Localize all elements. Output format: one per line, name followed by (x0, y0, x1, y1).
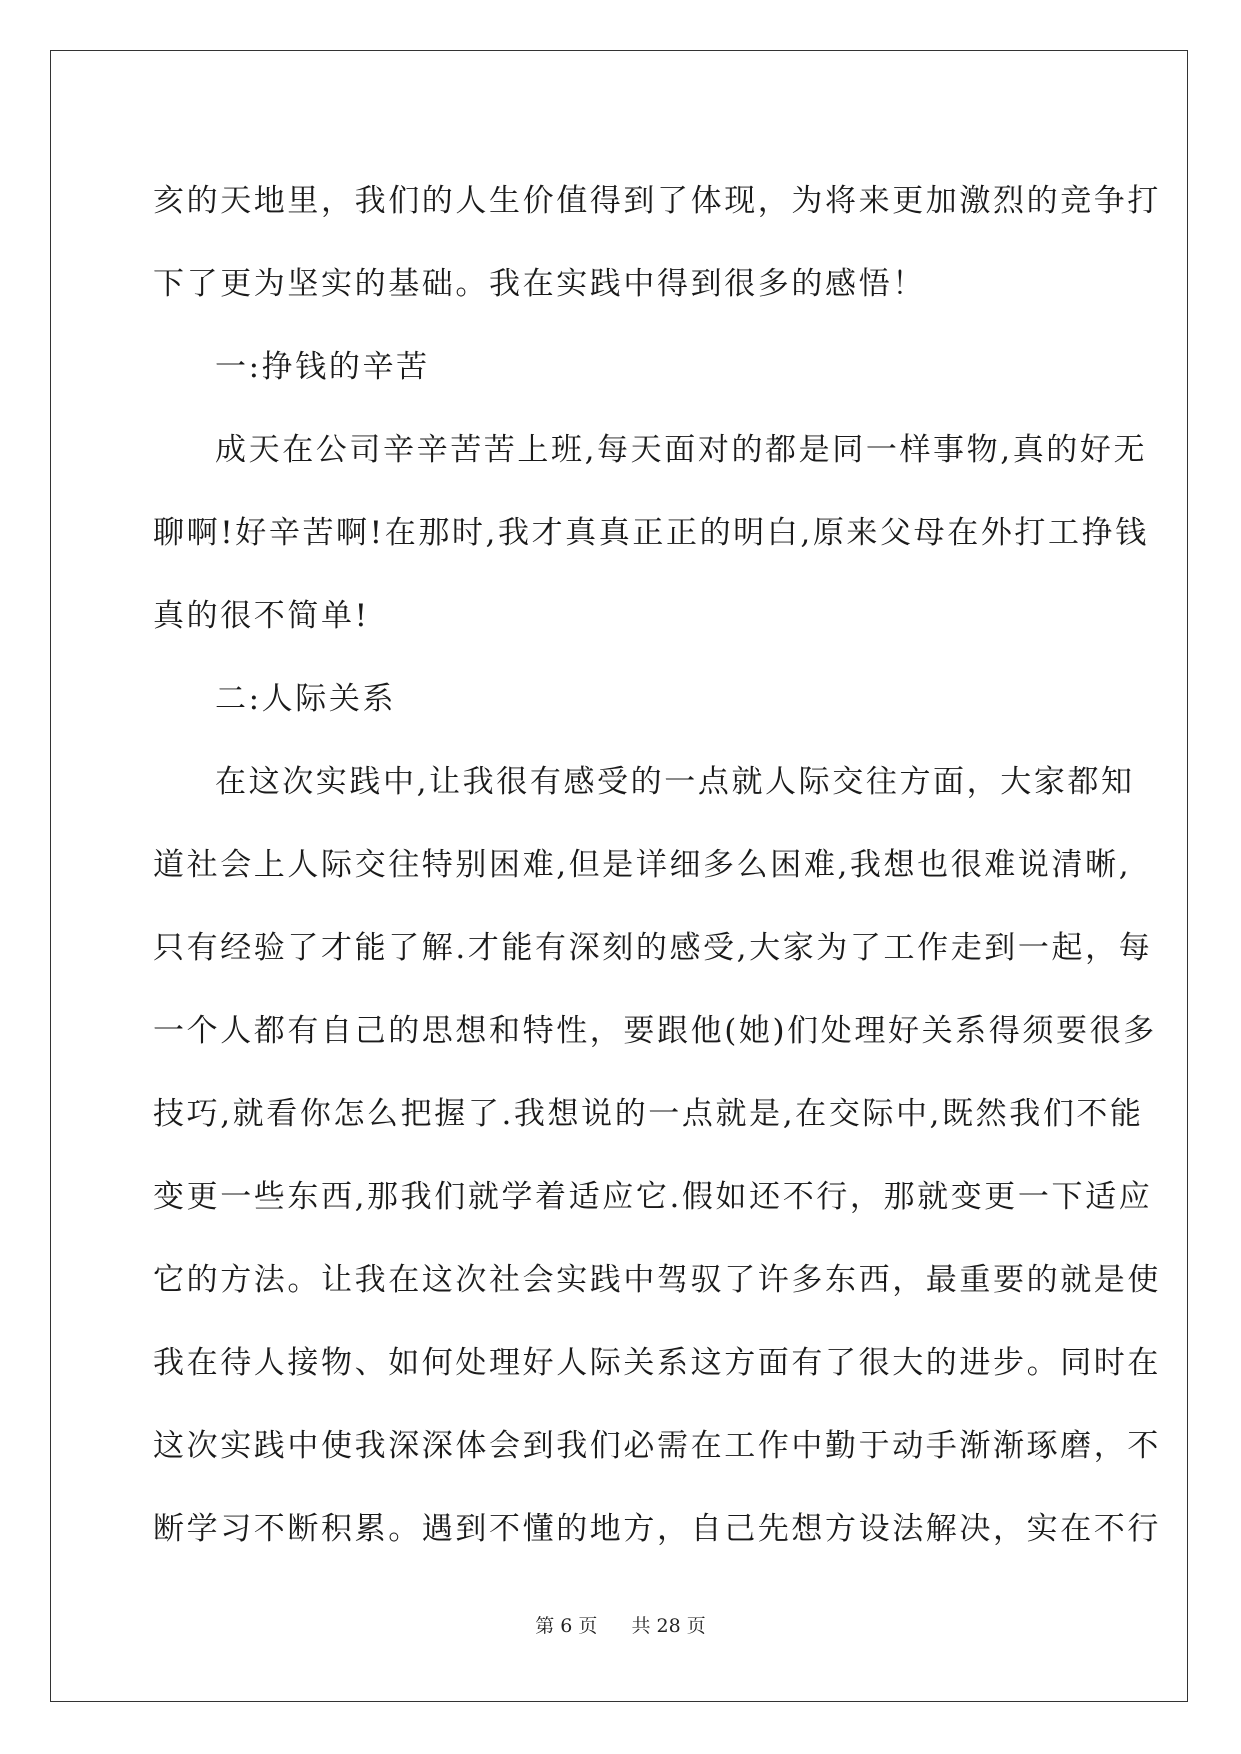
page-total: 共 28 页 (631, 1615, 706, 1637)
text-line: 成天在公司辛辛苦苦上班,每天面对的都是同一样事物,真的好无 (215, 432, 1148, 468)
page-footer (0, 1611, 1241, 1638)
text-line: 技巧,就看你怎么把握了.我想说的一点就是,在交际中,既然我们不能 (153, 1096, 1144, 1132)
text-line: 道社会上人际交往特别困难,但是详细多么困难,我想也很难说清晰, (153, 847, 1132, 883)
text-line: 聊啊!好辛苦啊!在那时,我才真真正正的明白,原来父母在外打工挣钱 (153, 515, 1149, 551)
text-line: 这次实践中使我深深体会到我们必需在工作中勤于动手渐渐琢磨，不 (153, 1428, 1161, 1464)
text-line: 它的方法。让我在这次社会实践中驾驭了许多东西，最重要的就是使 (153, 1262, 1161, 1298)
paragraph-continuation (153, 160, 1161, 326)
section-heading-interpersonal (153, 658, 1087, 741)
heading-text: 一:挣钱的辛苦 (215, 349, 430, 385)
text-line: 断学习不断积累。遇到不懂的地方，自己先想方设法解决，实在不行 (153, 1511, 1161, 1547)
paragraph (153, 741, 1161, 1571)
text-line: 变更一些东西,那我们就学着适应它.假如还不行，那就变更一下适应 (153, 1179, 1153, 1215)
text-line: 亥的天地里，我们的人生价值得到了体现，为将来更加激烈的竞争打 (153, 183, 1161, 219)
document-body (153, 160, 1161, 1547)
text-line: 我在待人接物、如何处理好人际关系这方面有了很大的进步。同时在 (153, 1345, 1161, 1381)
text-line: 真的很不简单! (153, 598, 370, 634)
text-line: 一个人都有自己的思想和特性，要跟他(她)们处理好关系得须要很多 (153, 1013, 1157, 1049)
text-line: 只有经验了才能了解.才能有深刻的感受,大家为了工作走到一起，每 (153, 930, 1153, 966)
page-number: 第 6 页 (535, 1615, 598, 1637)
heading-text: 二:人际关系 (215, 681, 397, 717)
paragraph (153, 409, 1149, 658)
text-line: 在这次实践中,让我很有感受的一点就人际交往方面，大家都知 (215, 764, 1135, 800)
section-heading-earning-hardship (153, 326, 1087, 409)
text-line: 下了更为坚实的基础。我在实践中得到很多的感悟！ (153, 266, 926, 302)
